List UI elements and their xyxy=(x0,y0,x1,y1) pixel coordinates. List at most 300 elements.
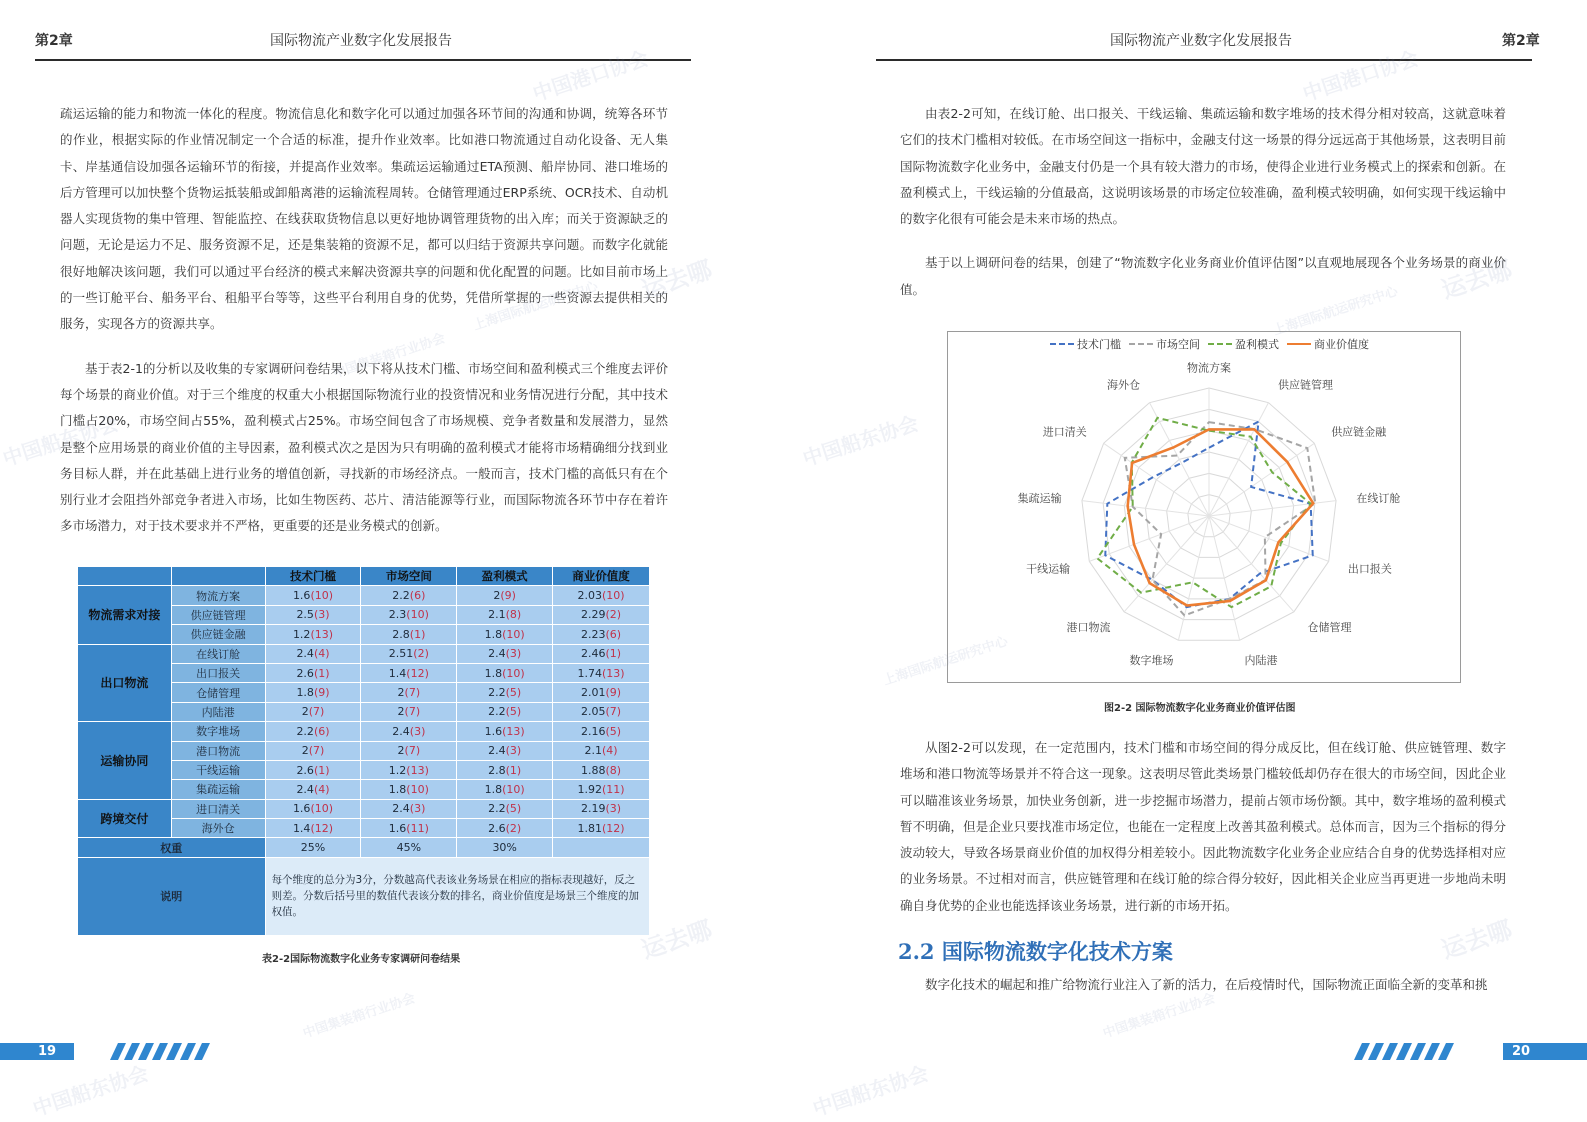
score-rank: 7 xyxy=(312,744,320,758)
score-cell xyxy=(457,683,553,702)
score-rank: 3 xyxy=(414,724,422,738)
paren-open: ( xyxy=(505,686,510,700)
radar-category-label: 供应链金融 xyxy=(1331,425,1387,439)
paren-open: ( xyxy=(313,782,319,796)
legend-label: 盈利模式 xyxy=(1235,338,1279,351)
left-footer-stripes xyxy=(110,1043,210,1060)
section-title: 2.2 国际物流数字化技术方案 xyxy=(898,939,1173,964)
paren-close: ) xyxy=(415,744,421,758)
weight-value: 25% xyxy=(265,838,361,857)
paren-open: ( xyxy=(505,821,510,835)
score-cell xyxy=(361,799,457,818)
score-rank: 7 xyxy=(312,705,320,719)
score-rank: 1 xyxy=(318,763,326,777)
paren-close: ) xyxy=(421,589,426,603)
score-cell xyxy=(361,722,457,741)
watermark-13: 中国船东协会 xyxy=(29,1060,152,1121)
watermark-3: 上海国际航运研究中心 xyxy=(471,279,600,334)
paren-open: ( xyxy=(406,782,411,796)
score-rank: 9 xyxy=(318,686,326,700)
paren-close: ) xyxy=(325,724,330,738)
score-rank: 12 xyxy=(314,821,329,835)
right-body-text-top xyxy=(900,101,1506,303)
score-rank: 9 xyxy=(609,686,617,700)
header-tech: 技术门槛 xyxy=(265,567,361,586)
paren-close: ) xyxy=(319,705,325,719)
group-label: 出口物流 xyxy=(78,644,172,722)
watermark-5: 运去哪 xyxy=(637,254,716,305)
score-value: 2.8 xyxy=(392,627,410,641)
weight-label: 权重 xyxy=(78,838,266,857)
header-value: 商业价值度 xyxy=(553,567,650,586)
radar-chart xyxy=(947,352,1461,682)
score-cell xyxy=(553,799,650,818)
score-value: 2 xyxy=(301,744,309,758)
score-cell xyxy=(361,819,457,838)
paren-close: ) xyxy=(424,608,429,622)
paren-close: ) xyxy=(328,627,334,641)
score-rank: 10 xyxy=(314,589,329,603)
right-paragraph-4: 数字化技术的崛起和推广给物流行业注入了新的活力，在后疫情时代，国际物流正面临全新的变革和挑 xyxy=(925,977,1488,992)
legend-item xyxy=(1129,336,1200,352)
paren-open: ( xyxy=(404,705,409,719)
left-header-chapter: 第2章 xyxy=(35,33,73,49)
score-value: 1.8 xyxy=(484,666,503,680)
score-value: 2.4 xyxy=(488,744,506,758)
score-rank: 8 xyxy=(609,763,617,777)
group-label: 运输协同 xyxy=(78,722,172,800)
score-cell xyxy=(265,625,361,644)
table-header-row xyxy=(78,567,650,586)
legend-swatch xyxy=(1208,343,1232,345)
paren-close: ) xyxy=(421,627,426,641)
radar-spoke xyxy=(1150,403,1209,516)
table-row xyxy=(78,586,650,605)
header-market: 市场空间 xyxy=(361,567,457,586)
right-footer-stripes xyxy=(1354,1043,1454,1060)
paren-close: ) xyxy=(424,666,429,680)
paren-close: ) xyxy=(616,647,622,661)
radar-category-label: 物流方案 xyxy=(1187,361,1231,375)
weight-value: 30% xyxy=(457,838,553,857)
score-value: 1.6 xyxy=(388,821,407,835)
score-cell xyxy=(457,605,553,624)
right-header-chapter: 第2章 xyxy=(1502,33,1540,49)
paren-open: ( xyxy=(406,666,411,680)
score-value: 1.81 xyxy=(577,821,602,835)
radar-category-label: 仓储管理 xyxy=(1307,621,1352,635)
table-row xyxy=(78,722,650,741)
group-label: 物流需求对接 xyxy=(78,586,172,644)
score-cell xyxy=(265,741,361,760)
watermark-4: 中国集装箱行业协会 xyxy=(331,331,448,382)
watermark-16: 中国集装箱行业协会 xyxy=(1101,991,1218,1042)
score-value: 2.4 xyxy=(488,647,506,661)
right-paragraph-1: 由表2-2可知，在线订舱、出口报关、干线运输、集疏运输和数字堆场的技术得分相对较高，这就意味着它们的技术门槛相对较低。在市场空间这一指标中，金融支付这一场景的得分远远高于其他场景，这表明目前国际物流数字化业务中，金融支付仍是一个具有较大潜力的市场，使得企业进行业务模式上的探索和创新。在盈利模式上，干线运输的分值最高，这说明该场景的市场定位较准确，盈利模式较明确，如何实现干线运输中的数字化很有可能会是未来市场的热点。 xyxy=(900,106,1506,227)
score-cell xyxy=(457,760,553,779)
score-value: 1.2 xyxy=(292,627,311,641)
score-cell xyxy=(553,780,650,799)
paren-close: ) xyxy=(424,763,429,777)
score-value: 2.23 xyxy=(581,627,606,641)
paren-open: ( xyxy=(602,744,607,758)
paren-close: ) xyxy=(520,782,525,796)
radar-category-label: 出口报关 xyxy=(1347,562,1392,576)
score-value: 2.05 xyxy=(581,705,606,719)
scene-label: 仓储管理 xyxy=(171,683,265,702)
table-corner xyxy=(78,567,172,586)
paren-close: ) xyxy=(616,705,622,719)
paren-close: ) xyxy=(616,686,622,700)
score-value: 2 xyxy=(301,705,309,719)
score-rank: 4 xyxy=(318,647,326,661)
paren-close: ) xyxy=(424,782,429,796)
score-value: 1.8 xyxy=(484,782,503,796)
scene-label: 供应链管理 xyxy=(171,605,265,624)
paren-open: ( xyxy=(500,589,505,603)
paren-open: ( xyxy=(313,608,319,622)
score-rank: 3 xyxy=(509,647,517,661)
score-value: 2.46 xyxy=(581,647,606,661)
paren-close: ) xyxy=(520,627,525,641)
paren-close: ) xyxy=(516,647,522,661)
paren-close: ) xyxy=(421,724,426,738)
score-value: 2 xyxy=(397,705,405,719)
score-value: 1.88 xyxy=(581,763,606,777)
header-profit: 盈利模式 xyxy=(457,567,553,586)
score-cell xyxy=(265,605,361,624)
score-rank: 7 xyxy=(408,744,416,758)
weight-row xyxy=(78,838,650,857)
legend-item xyxy=(1050,336,1121,352)
score-value: 2.51 xyxy=(388,647,414,661)
score-rank: 10 xyxy=(606,589,621,603)
scene-label: 供应链金融 xyxy=(171,625,265,644)
score-value: 2.8 xyxy=(488,763,506,777)
score-value: 1.6 xyxy=(484,724,503,738)
watermark-1: 中国船东协会 xyxy=(0,410,122,471)
chart-legend xyxy=(1050,336,1369,352)
paren-open: ( xyxy=(605,763,610,777)
score-rank: 10 xyxy=(506,666,521,680)
radar-category-label: 供应链管理 xyxy=(1278,378,1334,392)
right-header-rule xyxy=(876,59,1532,61)
score-cell xyxy=(457,586,553,605)
score-value: 1.92 xyxy=(577,782,602,796)
score-cell xyxy=(265,663,361,682)
score-value: 2.4 xyxy=(296,782,314,796)
paren-open: ( xyxy=(409,802,415,816)
score-cell xyxy=(553,702,650,721)
score-cell xyxy=(361,605,457,624)
paren-open: ( xyxy=(308,744,313,758)
left-page-number: 19 xyxy=(38,1044,57,1059)
score-cell xyxy=(265,722,361,741)
paren-open: ( xyxy=(404,744,409,758)
paren-close: ) xyxy=(516,744,522,758)
score-rank: 2 xyxy=(509,821,517,835)
score-value: 1.74 xyxy=(577,666,602,680)
score-rank: 3 xyxy=(509,744,517,758)
note-row xyxy=(78,857,650,935)
paren-open: ( xyxy=(505,744,510,758)
paren-close: ) xyxy=(616,802,622,816)
score-rank: 10 xyxy=(410,608,425,622)
paren-close: ) xyxy=(424,647,429,661)
score-rank: 4 xyxy=(318,782,326,796)
paren-close: ) xyxy=(616,608,622,622)
score-value: 1.8 xyxy=(388,782,407,796)
paren-close: ) xyxy=(424,821,429,835)
score-cell xyxy=(457,819,553,838)
right-header-title: 国际物流产业数字化发展报告 xyxy=(1110,33,1292,49)
left-paragraph-2: 基于表2-1的分析以及收集的专家调研问卷结果，以下将从技术门槛、市场空间和盈利模式三个维度去评价每个场景的商业价值。对于三个维度的权重大小根据国际物流行业的投资情况和业务情况进行分配，其中技术门槛占20%，市场空间占55%，盈利模式占25%。市场空间包含了市场规模、竞争者数量和发展潜力，显然是整个应用场景的商业价值的主导因素，盈利模式次之是因为只有明确的盈利模式才能将市场精确细分找到业务目标人群，并在此基础上进行业务的增值创新，寻找新的市场经济点。一般而言，技术门槛的高低只有在个别行业才会阻挡外部竞争者进入市场，比如生物医药、芯片、清洁能源等行业，而国际物流各环节中存在着许多市场潜力，对于技术要求并不严格，更重要的还是业务模式的创新。 xyxy=(60,360,668,534)
score-rank: 11 xyxy=(410,821,425,835)
score-cell xyxy=(553,819,650,838)
score-value: 2 xyxy=(397,744,405,758)
score-cell xyxy=(361,644,457,663)
legend-swatch xyxy=(1287,343,1311,345)
score-cell xyxy=(361,780,457,799)
table-row xyxy=(78,644,650,663)
scene-label: 港口物流 xyxy=(171,741,265,760)
score-value: 2.2 xyxy=(488,802,506,816)
score-rank: 1 xyxy=(414,627,422,641)
paren-open: ( xyxy=(505,608,510,622)
score-rank: 6 xyxy=(414,589,422,603)
paren-close: ) xyxy=(616,724,622,738)
paren-close: ) xyxy=(516,686,522,700)
score-rank: 3 xyxy=(609,802,617,816)
scene-label: 集疏运输 xyxy=(171,780,265,799)
paren-close: ) xyxy=(325,782,330,796)
paren-open: ( xyxy=(313,666,319,680)
paren-open: ( xyxy=(605,608,610,622)
scene-label: 进口清关 xyxy=(171,799,265,818)
score-rank: 9 xyxy=(504,589,512,603)
radar-spoke xyxy=(1209,403,1268,516)
paren-open: ( xyxy=(404,686,409,700)
table-corner-2 xyxy=(171,567,265,586)
score-value: 1.6 xyxy=(292,802,311,816)
score-cell xyxy=(265,702,361,721)
score-rank: 10 xyxy=(410,782,425,796)
score-cell xyxy=(265,586,361,605)
paren-open: ( xyxy=(505,647,510,661)
radar-category-label: 海外仓 xyxy=(1106,378,1140,392)
paren-close: ) xyxy=(421,802,426,816)
score-cell xyxy=(265,760,361,779)
paren-close: ) xyxy=(516,802,522,816)
score-cell xyxy=(553,625,650,644)
paren-close: ) xyxy=(516,705,522,719)
score-rank: 5 xyxy=(609,724,617,738)
score-value: 2.1 xyxy=(584,744,602,758)
paren-open: ( xyxy=(605,802,610,816)
score-rank: 12 xyxy=(606,821,621,835)
score-cell xyxy=(361,663,457,682)
score-rank: 10 xyxy=(506,627,521,641)
watermark-15: 中国集装箱行业协会 xyxy=(301,991,418,1042)
score-cell xyxy=(457,663,553,682)
score-cell xyxy=(265,683,361,702)
score-value: 2 xyxy=(493,589,501,603)
score-cell xyxy=(361,625,457,644)
paren-open: ( xyxy=(406,608,411,622)
paren-open: ( xyxy=(605,647,610,661)
scene-label: 物流方案 xyxy=(171,586,265,605)
left-header-title: 国际物流产业数字化发展报告 xyxy=(270,33,452,49)
paren-open: ( xyxy=(602,666,607,680)
score-rank: 7 xyxy=(609,705,617,719)
score-cell xyxy=(457,799,553,818)
radar-category-label: 干线运输 xyxy=(1026,562,1071,576)
score-rank: 13 xyxy=(606,666,621,680)
paren-open: ( xyxy=(602,589,607,603)
paren-close: ) xyxy=(616,627,622,641)
left-body-text xyxy=(60,101,668,540)
score-rank: 1 xyxy=(318,666,326,680)
score-rank: 5 xyxy=(509,686,517,700)
watermark-10: 运去哪 xyxy=(1437,254,1516,305)
scene-label: 在线订舱 xyxy=(171,644,265,663)
paren-open: ( xyxy=(605,724,610,738)
score-rank: 5 xyxy=(509,705,517,719)
paren-open: ( xyxy=(313,724,319,738)
score-value: 2.01 xyxy=(581,686,606,700)
score-value: 2.29 xyxy=(581,608,606,622)
paren-close: ) xyxy=(516,608,522,622)
score-value: 1.4 xyxy=(388,666,407,680)
score-rank: 5 xyxy=(509,802,517,816)
paren-close: ) xyxy=(620,821,625,835)
paren-open: ( xyxy=(605,705,610,719)
paren-open: ( xyxy=(605,627,610,641)
score-rank: 8 xyxy=(509,608,517,622)
score-value: 1.8 xyxy=(296,686,314,700)
score-cell xyxy=(265,799,361,818)
score-cell xyxy=(361,760,457,779)
score-cell xyxy=(457,722,553,741)
paren-close: ) xyxy=(415,686,421,700)
score-value: 2.6 xyxy=(296,763,314,777)
score-rank: 2 xyxy=(417,647,425,661)
paren-close: ) xyxy=(516,763,522,777)
radar-category-label: 内陆港 xyxy=(1244,654,1278,668)
chart-caption: 图2-2 国际物流数字化业务商业价值评估图 xyxy=(1104,703,1296,714)
score-cell xyxy=(457,780,553,799)
paren-open: ( xyxy=(406,763,411,777)
paren-open: ( xyxy=(409,589,415,603)
score-rank: 3 xyxy=(414,802,422,816)
paren-open: ( xyxy=(602,821,607,835)
paren-open: ( xyxy=(413,647,418,661)
score-value: 2.4 xyxy=(296,647,314,661)
radar-category-label: 港口物流 xyxy=(1066,621,1111,635)
score-rank: 6 xyxy=(609,627,617,641)
paren-close: ) xyxy=(613,744,618,758)
score-value: 2.2 xyxy=(392,589,410,603)
score-cell xyxy=(553,741,650,760)
table-row xyxy=(78,799,650,818)
right-page-number: 20 xyxy=(1512,1044,1531,1059)
watermark-6: 中国船东协会 xyxy=(799,410,922,471)
paren-open: ( xyxy=(313,647,319,661)
paren-open: ( xyxy=(310,627,315,641)
score-cell xyxy=(553,644,650,663)
score-rank: 7 xyxy=(408,686,416,700)
watermark-7: 中国港口协会 xyxy=(1299,45,1422,106)
watermark-8: 上海国际航运研究中心 xyxy=(1271,284,1400,339)
score-rank: 1 xyxy=(509,763,517,777)
paren-open: ( xyxy=(502,666,507,680)
legend-item xyxy=(1287,336,1369,352)
weight-value: 45% xyxy=(361,838,457,857)
score-rank: 7 xyxy=(408,705,416,719)
paren-open: ( xyxy=(310,821,315,835)
score-rank: 11 xyxy=(606,782,621,796)
score-value: 1.4 xyxy=(292,821,311,835)
paren-close: ) xyxy=(325,666,330,680)
score-cell xyxy=(361,683,457,702)
paren-close: ) xyxy=(620,589,625,603)
paren-open: ( xyxy=(502,782,507,796)
right-body-text-bottom xyxy=(900,735,1506,919)
paren-close: ) xyxy=(516,821,522,835)
score-rank: 6 xyxy=(318,724,326,738)
score-value: 1.8 xyxy=(484,627,503,641)
score-value: 2 xyxy=(397,686,405,700)
radar-category-label: 集疏运输 xyxy=(1017,492,1062,506)
score-rank: 10 xyxy=(314,802,329,816)
left-footer-bar xyxy=(0,1043,74,1060)
paren-close: ) xyxy=(511,589,516,603)
legend-item xyxy=(1208,336,1279,352)
score-value: 2.4 xyxy=(392,802,410,816)
score-rank: 2 xyxy=(609,608,617,622)
paren-close: ) xyxy=(325,608,330,622)
right-paragraph-2: 基于以上调研问卷的结果，创建了“物流数字化业务商业价值评估图”以直观地展现各个业务场景的商业价值。 xyxy=(900,255,1506,297)
score-cell xyxy=(265,819,361,838)
paren-open: ( xyxy=(502,724,507,738)
score-cell xyxy=(553,683,650,702)
score-cell xyxy=(361,702,457,721)
watermark-14: 中国船东协会 xyxy=(809,1060,932,1121)
score-cell xyxy=(553,760,650,779)
paren-open: ( xyxy=(409,724,415,738)
weight-empty xyxy=(553,838,650,857)
paren-open: ( xyxy=(313,686,319,700)
score-value: 2.19 xyxy=(581,802,606,816)
score-value: 2.03 xyxy=(577,589,602,603)
paren-close: ) xyxy=(325,686,330,700)
score-value: 2.1 xyxy=(488,608,506,622)
score-value: 2.2 xyxy=(296,724,314,738)
paren-open: ( xyxy=(602,782,607,796)
score-cell xyxy=(265,780,361,799)
score-value: 2.5 xyxy=(296,608,314,622)
score-cell xyxy=(457,625,553,644)
paren-open: ( xyxy=(310,802,315,816)
watermark-12: 运去哪 xyxy=(1437,914,1516,965)
paren-close: ) xyxy=(328,589,334,603)
paren-close: ) xyxy=(616,763,622,777)
paren-close: ) xyxy=(520,666,525,680)
paren-close: ) xyxy=(520,724,525,738)
scene-label: 内陆港 xyxy=(171,702,265,721)
score-cell xyxy=(553,605,650,624)
scene-label: 出口报关 xyxy=(171,663,265,682)
